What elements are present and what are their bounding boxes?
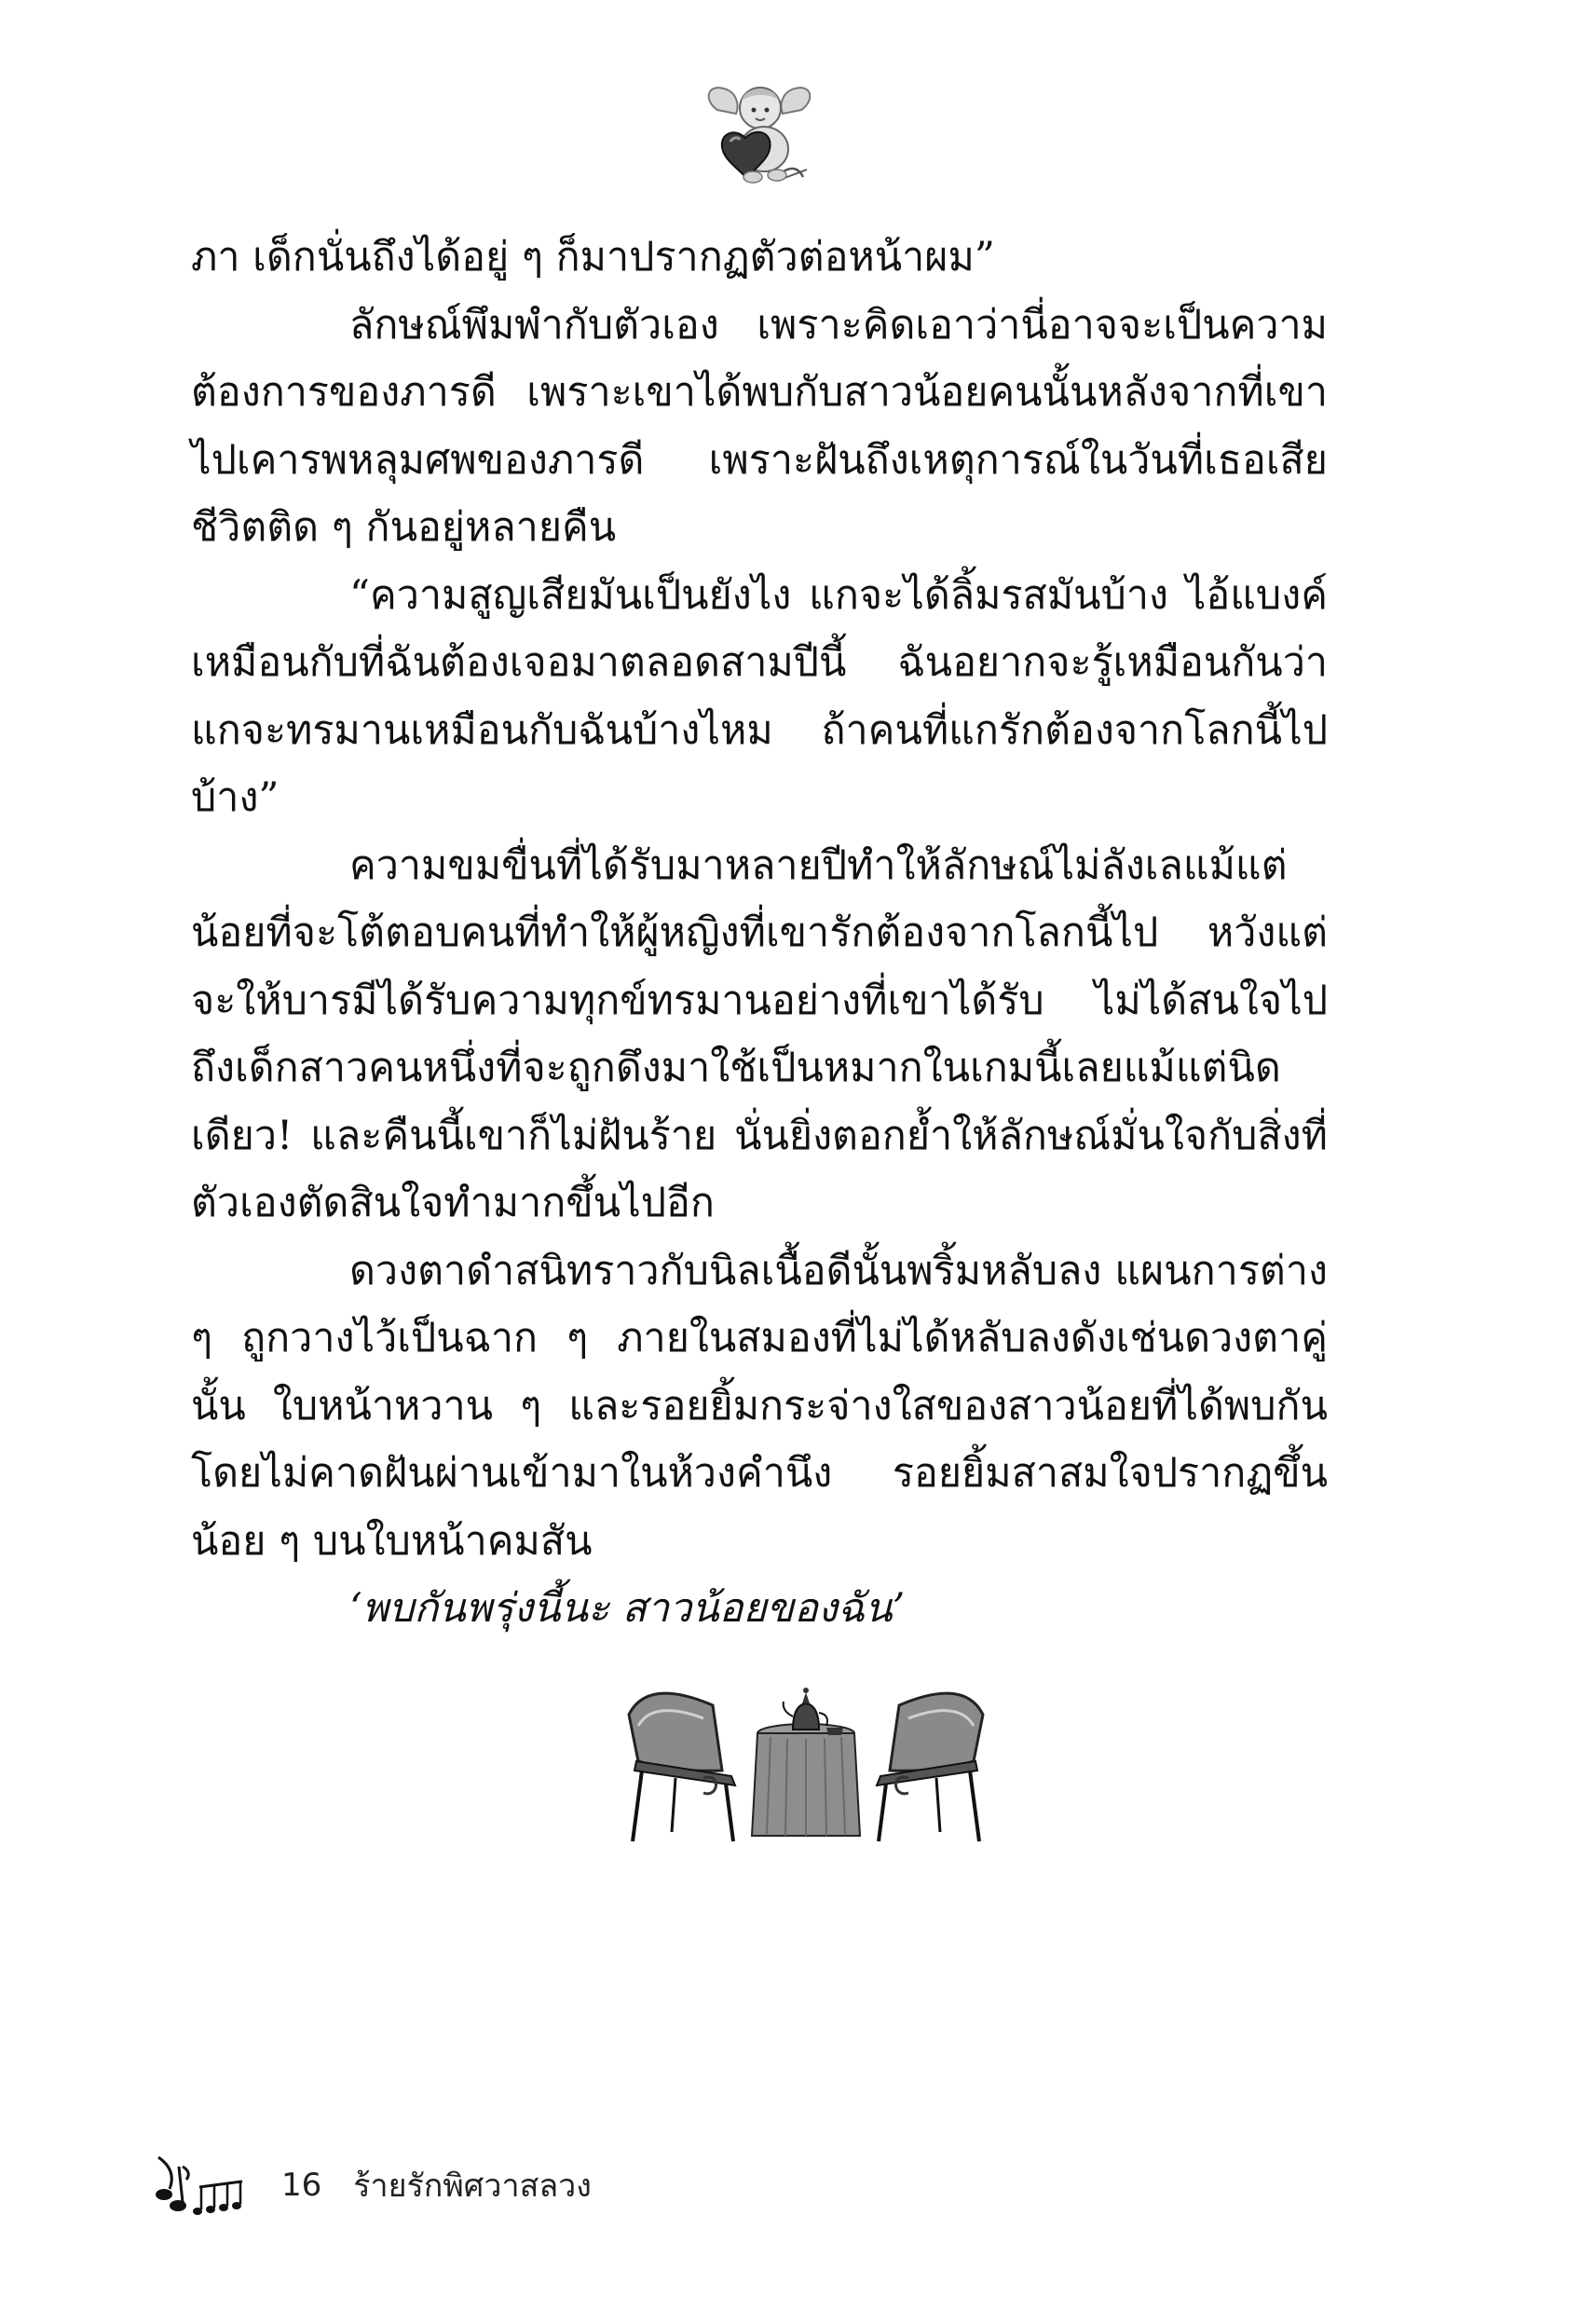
paragraph: ดวงตาดำสนิทราวกับนิลเนื้อดีนั้นพริ้มหลับลง แผนการต่าง ๆ ถูกวางไว้เป็นฉาก ๆ ภายในสมองที่ไม่ได้หลับลงดังเช่นดวงตาคู่นั้น ใบหน้าหวาน ๆ และรอยยิ้มกระจ่างใสของสาวน้อยที่ได้พบกันโดยไม่คาดฝันผ่านเข้ามาในห้วงคำนึง รอยยิ้มสาสมใจปรากฏขึ้นน้อย ๆ บนใบหน้าคมสัน [191,1247,1328,1565]
closing-line: ‘พบกันพรุ่งนี้นะ สาวน้อยของฉัน’ [349,1585,906,1632]
cafe-table-chairs-icon [610,1668,1002,1845]
paragraph: ภา เด็กนั่นถึงได้อยู่ ๆ ก็มาปรากฏตัวต่อหน้าผม” [191,234,995,280]
chapter-body [191,224,1328,1643]
cupid-heart-icon [699,73,820,194]
paragraph: ลักษณ์พึมพำกับตัวเอง เพราะคิดเอาว่านี่อาจจะเป็นความต้องการของภารดี เพราะเขาได้พบกับสาวน้อยคนนั้นหลังจากที่เขาไปเคารพหลุมศพของภารดี เพราะฝันถึงเหตุการณ์ในวันที่เธอเสียชีวิตติด ๆ กันอยู่หลายคืน [191,301,1328,551]
paragraph: ความขมขื่นที่ได้รับมาหลายปีทำให้ลักษณ์ไม่ลังเลแม้แต่น้อยที่จะโต้ตอบคนที่ทำให้ผู้หญิงที่เขารักต้องจากโลกนี้ไป หวังแต่จะให้บารมีได้รับความทุกข์ทรมานอย่างที่เขาได้รับ ไม่ได้สนใจไปถึงเด็กสาวคนหนึ่งที่จะถูกดึงมาใช้เป็นหมากในเกมนี้เลยแม้แต่นิดเดียว! และคืนนี้เขาก็ไม่ฝันร้าย นั่นยิ่งตอกย้ำให้ลักษณ์มั่นใจกับสิ่งที่ตัวเองตัดสินใจทำมากขึ้นไปอีก [191,841,1328,1226]
music-notes-icon [149,2148,261,2222]
book-title: ร้ายรักพิศวาสลวง [353,2167,592,2205]
paragraph: “ความสูญเสียมันเป็นยังไง แกจะได้ลิ้มรสมันบ้าง ไอ้แบงค์เหมือนกับที่ฉันต้องเจอมาตลอดสามปีนี้ ฉันอยากจะรู้เหมือนกันว่าแกจะทรมานเหมือนกับฉันบ้างไหม ถ้าคนที่แกรักต้องจากโลกนี้ไปบ้าง” [191,571,1328,821]
page-footer [149,2148,592,2222]
page-number: 16 [281,2167,322,2204]
